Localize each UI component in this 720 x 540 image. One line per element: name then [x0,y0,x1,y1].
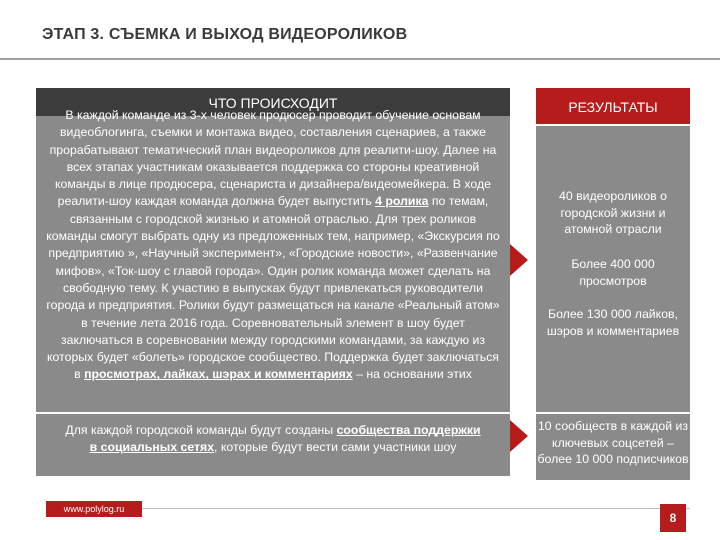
communities-text [60,422,486,456]
title-divider [0,58,720,60]
result-views: Более 400 000 просмотров [571,257,655,288]
communities-panel [36,414,510,476]
right-column-header: РЕЗУЛЬТАТЫ [536,88,690,124]
footer-divider [142,508,690,509]
left-column-header: ЧТО ПРОИСХОДИТ [36,88,510,116]
what-happens-text [46,107,500,384]
communities-emphasis: сообщества поддержки в социальных сетях [89,423,481,454]
what-happens-text-part-3: – на основании этих [352,367,472,382]
what-happens-text-part-2: по темам, связанным с городской жизнью и атомной отраслью. Для трех роликов команды смогут выбрать одну из предложенных тем, например, «Экскурсия по предприятию », «Научный эксперимент», «Городские новости», «Развенчание мифов», «Ток-шоу с главой города». Один ролик команда может сделать на свободную тему. К участию в выпусках будут привлекаться руководители города и предприятия. Ролики будут размещаться на канале «Реальный атом» в течение лета 2016 года. Соревновательный элемент в шоу будет заключаться в соревновании между городскими командами, за каждую из которых будет «болеть» городское сообщество. Поддержка будет заключаться в [46,194,500,382]
communities-text-part-2: , которые будут вести сами участники шоу [214,440,457,454]
result-videos: 40 видеороликов о городской жизни и атомной отрасли [559,189,667,236]
result-likes: Более 130 000 лайков, шэров и комментариев [546,307,680,338]
what-happens-panel [36,108,510,412]
what-happens-emphasis-engagement: просмотрах, лайках, шэрах и комментариях [84,367,353,382]
arrow-right-icon [510,420,528,452]
what-happens-emphasis-videos: 4 ролика [375,194,429,209]
results-panel [536,126,690,412]
what-happens-text-part-1: В каждой команде из 3-х человек продюсер проводит обучение основам видеоблогинга, съемки и монтажа видео, составления сценариев, а также прорабатывают тематический план видеороликов для реалити-шоу. Далее на всех этапах участникам оказывается поддержка со стороны креативной команды в лице продюсера, сценариста и дизайнера/видеомейкера. В ходе реалити-шоу каждая команда должна будет выпустить [49,108,497,209]
website-link[interactable]: www.polylog.ru [46,501,142,517]
page-title: ЭТАП 3. СЪЕМКА И ВЫХОД ВИДЕОРОЛИКОВ [42,26,408,43]
arrow-right-icon [510,244,528,276]
page-number: 8 [660,504,686,532]
result-communities: 10 сообществ в каждой из ключевых соцсетей – более 10 000 подписчиков [537,419,689,466]
communities-text-part-1: Для каждой городской команды будут созданы [65,423,337,437]
results-communities-panel [536,414,690,480]
